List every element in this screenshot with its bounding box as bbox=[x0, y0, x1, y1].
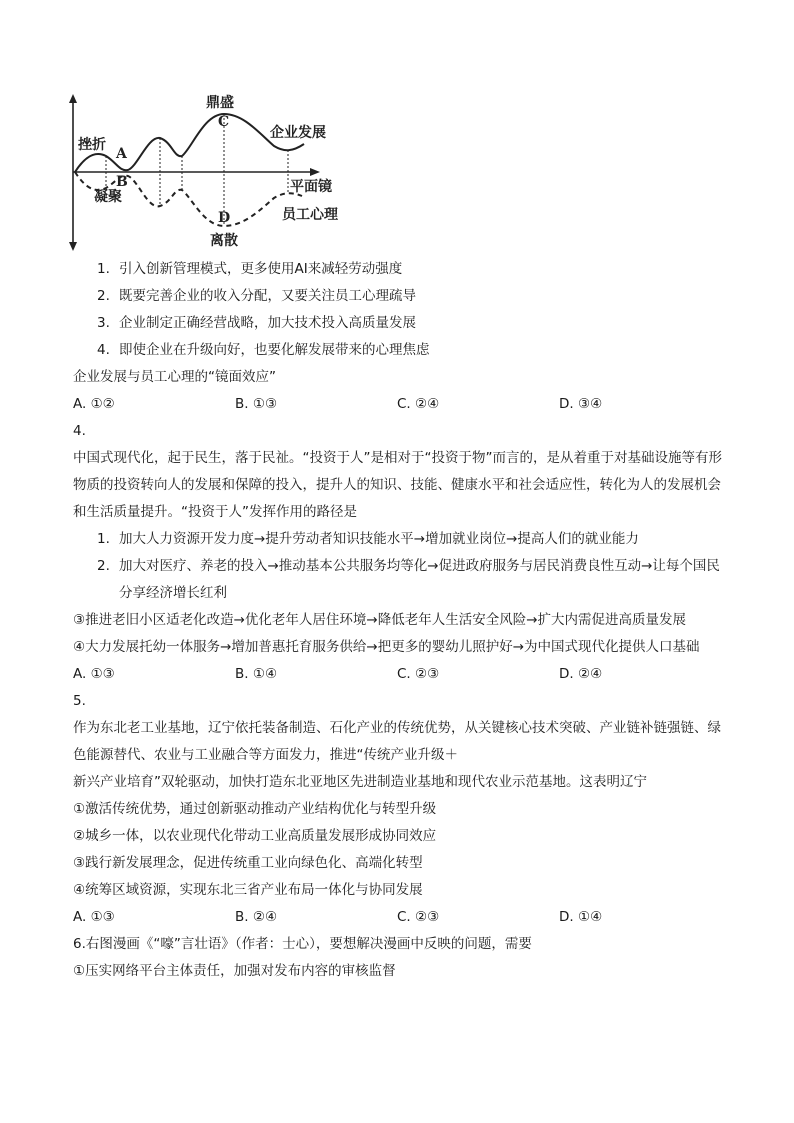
q4-line-4: ④大力发展托幼一体服务→增加普惠托育服务供给→把更多的婴幼儿照护好→为中国式现代化提供人口基础 bbox=[73, 639, 700, 655]
q3-item-4: 4. 即使企业在升级向好，也要化解发展带来的心理焦虑 bbox=[97, 342, 430, 358]
q5-item-3: ③践行新发展理念，促进传统重工业向绿色化、高端化转型 bbox=[73, 855, 423, 871]
label-mirror: 平面镜 bbox=[290, 179, 332, 195]
mirror-effect-diagram bbox=[64, 92, 350, 252]
q3-option-c[interactable]: C. ②④ bbox=[397, 396, 440, 412]
label-enterprise: 企业发展 bbox=[270, 125, 326, 141]
q5-text: 作为东北老工业基地，辽宁依托装备制造、石化产业的传统优势，从关键核心技术突破、产业链补链强链、绿色能源替代、农业与工业融合等方面发力，推进“传统产业升级＋ bbox=[73, 720, 721, 763]
mirror-effect-figure bbox=[64, 92, 350, 252]
question-content bbox=[73, 256, 723, 985]
q4-number: 4. bbox=[73, 423, 86, 439]
q5-option-d[interactable]: D. ①④ bbox=[559, 909, 603, 925]
q5-item-2: ②城乡一体，以农业现代化带动工业高质量发展形成协同效应 bbox=[73, 828, 437, 844]
label-c: C bbox=[218, 114, 230, 130]
q5-option-a[interactable]: A. ①③ bbox=[73, 909, 115, 925]
label-setback: 挫折 bbox=[78, 137, 106, 153]
q4-option-d[interactable]: D. ②④ bbox=[559, 666, 603, 682]
q3-item-3: 3. 企业制定正确经营战略，加大技术投入高质量发展 bbox=[97, 315, 416, 331]
q3-option-d[interactable]: D. ③④ bbox=[559, 396, 603, 412]
q4-item-1: 1. 加大人力资源开发力度→提升劳动者知识技能水平→增加就业岗位→提高人们的就业能力 bbox=[97, 531, 639, 547]
q4-option-a[interactable]: A. ①③ bbox=[73, 666, 115, 682]
label-psychology: 员工心理 bbox=[282, 207, 338, 223]
q4-text: 中国式现代化，起于民生，落于民祉。“投资于人”是相对于“投资于物”而言的，是从着重于对基础设施等有形物质的投资转向人的发展和保障的投入，提升人的知识、技能、健康水平和社会适应性，转化为人的发展机会和生活质量提升。“投资于人”发挥作用的路径是 bbox=[73, 450, 722, 520]
label-cohesion: 凝聚 bbox=[94, 189, 122, 205]
q5-number: 5. bbox=[73, 693, 86, 709]
q5-item-4: ④统筹区域资源，实现东北三省产业布局一体化与协同发展 bbox=[73, 882, 423, 898]
q3-options bbox=[73, 391, 723, 418]
q6-text: 6.右图漫画《“嚎”言壮语》（作者：士心），要想解决漫画中反映的问题，需要 bbox=[73, 936, 532, 952]
label-peak: 鼎盛 bbox=[206, 95, 234, 111]
q3-item-1: 1. 引入创新管理模式，更多使用AI来减轻劳动强度 bbox=[97, 261, 403, 277]
label-scatter: 离散 bbox=[210, 233, 238, 249]
label-b: B bbox=[116, 174, 128, 190]
q4-option-b[interactable]: B. ①④ bbox=[235, 666, 278, 682]
q4-options bbox=[73, 661, 723, 688]
q5-item-1: ①激活传统优势，通过创新驱动推动产业结构优化与转型升级 bbox=[73, 801, 437, 817]
q5-options bbox=[73, 904, 723, 931]
label-d: D bbox=[218, 210, 231, 226]
q5-option-c[interactable]: C. ②③ bbox=[397, 909, 440, 925]
q3-option-b[interactable]: B. ①③ bbox=[235, 396, 278, 412]
q5-text-2: 新兴产业培育”双轮驱动，加快打造东北亚地区先进制造业基地和现代农业示范基地。这表明辽宁 bbox=[73, 774, 647, 790]
q3-stem: 企业发展与员工心理的“镜面效应” bbox=[73, 369, 276, 385]
q5-option-b[interactable]: B. ②④ bbox=[235, 909, 278, 925]
q3-option-a[interactable]: A. ①② bbox=[73, 396, 115, 412]
q3-items bbox=[73, 256, 723, 364]
q4-option-c[interactable]: C. ②③ bbox=[397, 666, 440, 682]
q6-item-1: ①压实网络平台主体责任，加强对发布内容的审核监督 bbox=[73, 963, 396, 979]
q4-line-3: ③推进老旧小区适老化改造→优化老年人居住环境→降低老年人生活安全风险→扩大内需促进高质量发展 bbox=[73, 612, 687, 628]
label-a: A bbox=[116, 146, 127, 162]
q3-item-2: 2. 既要完善企业的收入分配，又要关注员工心理疏导 bbox=[97, 288, 416, 304]
q4-item-2: 2. 加大对医疗、养老的投入→推动基本公共服务均等化→促进政府服务与居民消费良性互动→让每个国民分享经济增长红利 bbox=[97, 558, 720, 601]
